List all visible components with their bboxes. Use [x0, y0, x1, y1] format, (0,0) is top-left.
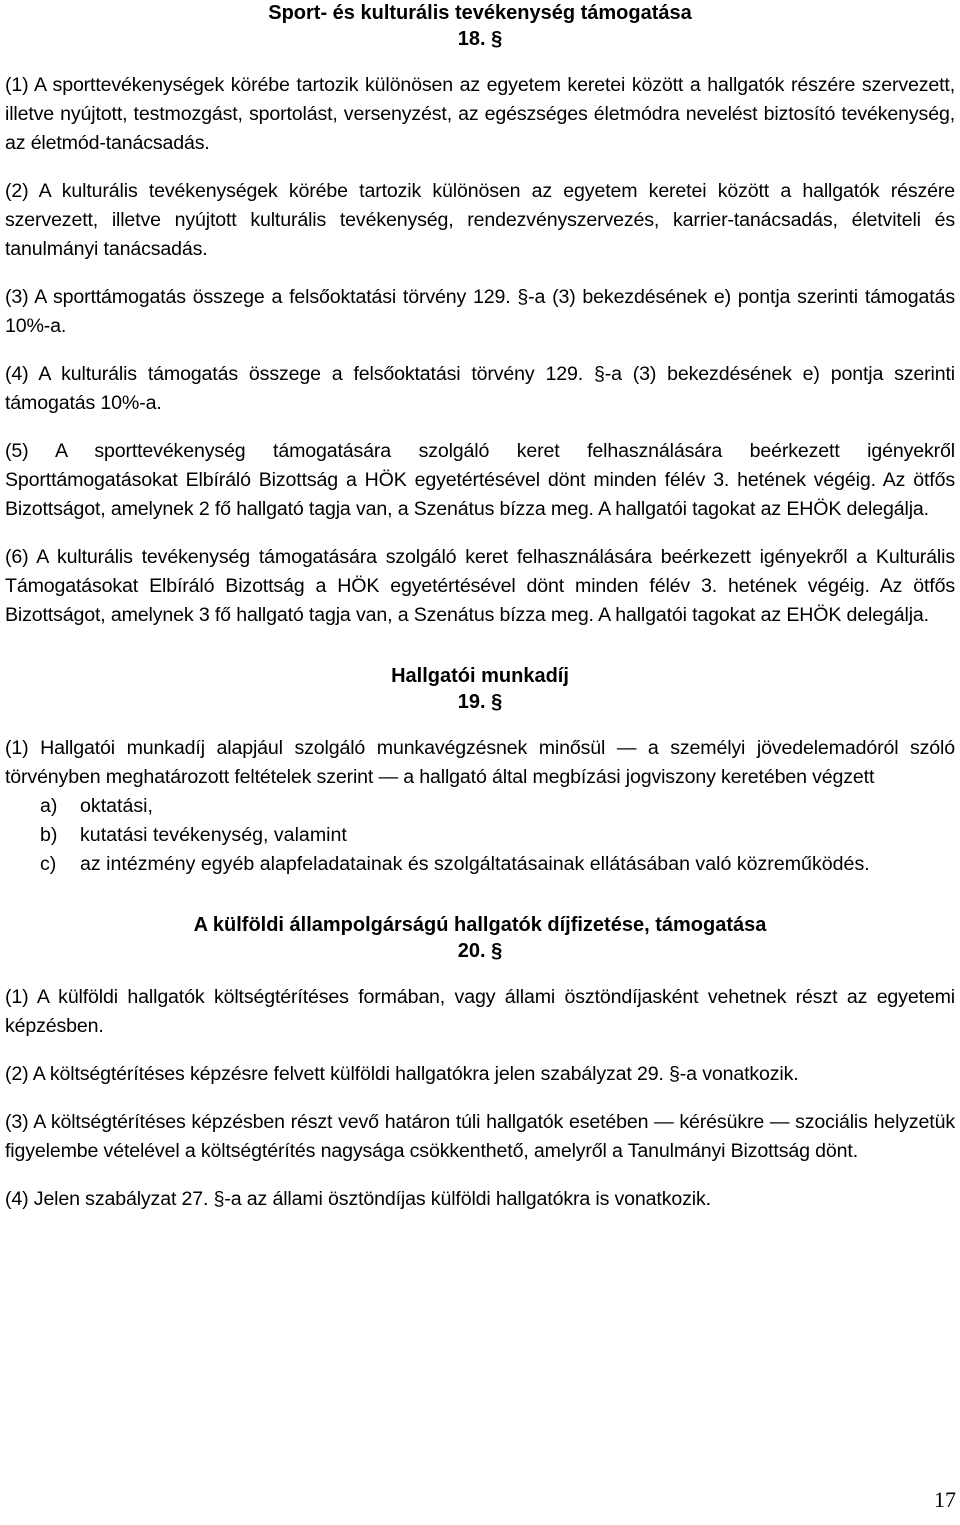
list-marker: a): [40, 795, 58, 817]
paragraph: (1) A sporttevékenységek körébe tartozik különösen az egyetem keretei között a hallgatók részére szervezett, illetve nyújtott, testmozgást, sportolást, versenyzést, az egészséges életmódra nevelést biztosító tevékenység, az életmód-tanácsadás.: [5, 74, 955, 154]
paragraph: (6) A kulturális tevékenység támogatására szolgáló keret felhasználására beérkezett igényekről a Kulturális Támogatásokat Elbíráló Bizottság a HÖK egyetértésével dönt minden félév 3. hetének végéig. Az ötfős Bizottságot, amelynek 3 fő hallgató tagja van, a Szenátus bízza meg. A hallgatói tagokat az EHÖK delegálja.: [5, 546, 955, 626]
list-item: [5, 821, 955, 850]
section-title: Hallgatói munkadíj: [391, 665, 569, 687]
section-18: [5, 0, 955, 630]
section-19: [5, 663, 955, 879]
paragraph: (2) A kulturális tevékenységek körébe tartozik különösen az egyetem keretei között a hallgatók részére szervezett, illetve nyújtott kulturális tevékenység, rendezvényszervezés, karrier-tanácsadás, életviteli és tanulmányi tanácsadás.: [5, 180, 955, 260]
list-item-text: kutatási tevékenység, valamint: [80, 824, 347, 846]
section-title: Sport- és kulturális tevékenység támogatása: [268, 2, 692, 24]
paragraph: (4) A kulturális támogatás összege a felsőoktatási törvény 129. §-a (3) bekezdésének e) pontja szerinti támogatás 10%-a.: [5, 363, 955, 414]
section-20: [5, 912, 955, 1214]
paragraph: (1) A külföldi hallgatók költségtérítéses formában, vagy állami ösztöndíjasként vehetnek részt az egyetemi képzésben.: [5, 986, 955, 1037]
section-number: 19. §: [457, 691, 503, 713]
item-list: [5, 792, 955, 879]
paragraph: (1) Hallgatói munkadíj alapjául szolgáló munkavégzésnek minősül — a személyi jövedelemadóról szóló törvényben meghatározott feltételek szerint — a hallgató által megbízási jogviszony keretében végzett: [5, 737, 955, 788]
list-item-text: az intézmény egyéb alapfeladatainak és szolgáltatásainak ellátásában való közreműködés.: [80, 853, 870, 875]
paragraph: (3) A sporttámogatás összege a felsőoktatási törvény 129. §-a (3) bekezdésének e) pontja szerinti támogatás 10%-a.: [5, 286, 955, 337]
paragraph: (4) Jelen szabályzat 27. §-a az állami ösztöndíjas külföldi hallgatókra is vonatkozik.: [5, 1188, 711, 1210]
list-marker: b): [40, 824, 58, 846]
section-number: 18. §: [457, 28, 503, 50]
section-title: A külföldi állampolgárságú hallgatók díjfizetése, támogatása: [193, 914, 767, 936]
list-item-text: oktatási,: [80, 795, 153, 817]
paragraph: (3) A költségtérítéses képzésben részt vevő határon túli hallgatók esetében — kérésükre — szociális helyzetük figyelembe vételével a költségtérítés nagysága csökkenthető, amelyről a Tanulmányi Bizottság dönt.: [5, 1111, 955, 1162]
list-marker: c): [40, 853, 57, 875]
list-item: [5, 850, 955, 879]
list-item: [5, 792, 955, 821]
paragraph: (2) A költségtérítéses képzésre felvett külföldi hallgatókra jelen szabályzat 29. §-a vonatkozik.: [5, 1063, 799, 1085]
section-number: 20. §: [457, 940, 503, 962]
page-number: 17: [934, 1487, 956, 1512]
paragraph: (5) A sporttevékenység támogatására szolgáló keret felhasználására beérkezett igényekről Sporttámogatásokat Elbíráló Bizottság a HÖK egyetértésével dönt minden félév 3. hetének végéig. Az ötfős Bizottságot, amelynek 2 fő hallgató tagja van, a Szenátus bízza meg. A hallgatói tagokat az EHÖK delegálja.: [5, 440, 955, 520]
document-page: [5, 0, 955, 1214]
